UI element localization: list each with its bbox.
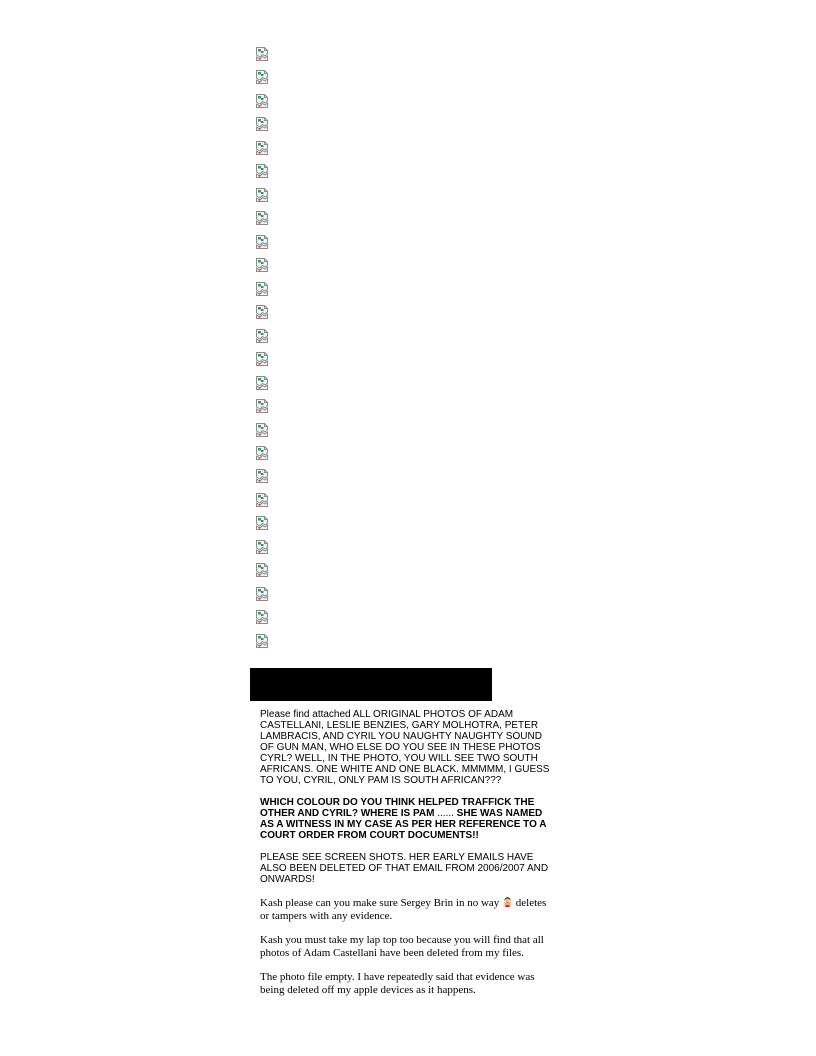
broken-image-icon bbox=[256, 469, 268, 483]
broken-image-icon bbox=[256, 188, 268, 202]
redaction-bar bbox=[250, 668, 492, 701]
broken-image-icon bbox=[256, 563, 268, 577]
broken-image-icon bbox=[256, 164, 268, 178]
broken-image-icon bbox=[256, 493, 268, 507]
broken-image-icon bbox=[256, 305, 268, 319]
broken-image-icon bbox=[256, 258, 268, 272]
serif-section bbox=[260, 896, 558, 996]
paragraph-sergey-brin-part1: Kash please can you make sure Sergey Brin in no way bbox=[260, 897, 503, 909]
paragraph-photos-attached: Please find attached ALL ORIGINAL PHOTOS OF ADAM CASTELLANI, LESLIE BENZIES, GARY MOLHOTRA, PETER LAMBRACIS, AND CYRIL YOU NAUGHTY NAUGHTY SOUND OF GUN MAN, WHO ELSE DO YOU SEE IN THESE PHOTOS CYRL? WELL, IN THE PHOTO, YOU WILL SEE TWO SOUTH AFRICANS. ONE WHITE AND ONE BLACK. MMMMM, I GUESS TO YOU, CYRIL, ONLY PAM IS SOUTH AFRICAN??? bbox=[260, 709, 550, 786]
broken-image-icon bbox=[256, 329, 268, 343]
paragraph-screen-shots: PLEASE SEE SCREEN SHOTS. HER EARLY EMAILS HAVE ALSO BEEN DELETED OF THAT EMAIL FROM 2006/2007 AND ONWARDS! bbox=[260, 852, 549, 885]
paragraph-which-colour-part1: WHICH COLOUR DO YOU THINK HELPED TRAFFICK THE OTHER AND CYRIL? WHERE IS PAM bbox=[260, 797, 535, 819]
paragraph-which-colour bbox=[260, 797, 558, 841]
broken-image-icon bbox=[256, 47, 268, 61]
broken-image-icon bbox=[256, 94, 268, 108]
broken-image-icon bbox=[256, 516, 268, 530]
broken-image-icon bbox=[256, 235, 268, 249]
broken-image-icon bbox=[256, 634, 268, 648]
broken-image-icon bbox=[256, 352, 268, 366]
broken-image-icon bbox=[256, 423, 268, 437]
broken-image-icon bbox=[256, 610, 268, 624]
paragraph-lap-top: Kash you must take my lap top too because you will find that all photos of Adam Castellani have been deleted from my files. bbox=[260, 934, 544, 959]
broken-image-list bbox=[256, 47, 276, 657]
paragraph-which-colour-part2: SHE WAS NAMED AS A WITNESS IN MY CASE AS PER HER REFERENCE TO A COURT ORDER FROM COURT DOCUMENTS!! bbox=[260, 808, 547, 841]
broken-image-icon bbox=[256, 399, 268, 413]
broken-image-icon bbox=[256, 70, 268, 84]
broken-image-icon bbox=[256, 211, 268, 225]
paragraph-sergey-brin-part2: deletes or tampers with any evidence. bbox=[260, 897, 547, 922]
paragraph-photo-file: The photo file empty. I have repeatedly said that evidence was being deleted off my apple devices as it happens. bbox=[260, 971, 535, 996]
uppercase-section bbox=[260, 709, 558, 885]
broken-image-icon bbox=[256, 141, 268, 155]
broken-image-icon bbox=[256, 282, 268, 296]
broken-image-icon bbox=[256, 540, 268, 554]
person-gesturing-no-icon bbox=[502, 896, 513, 907]
paragraph-sergey-brin bbox=[260, 896, 558, 922]
broken-image-icon bbox=[256, 587, 268, 601]
ellipsis-text: ...... bbox=[437, 808, 454, 819]
broken-image-icon bbox=[256, 446, 268, 460]
email-body bbox=[260, 709, 558, 1008]
broken-image-icon bbox=[256, 376, 268, 390]
broken-image-icon bbox=[256, 117, 268, 131]
